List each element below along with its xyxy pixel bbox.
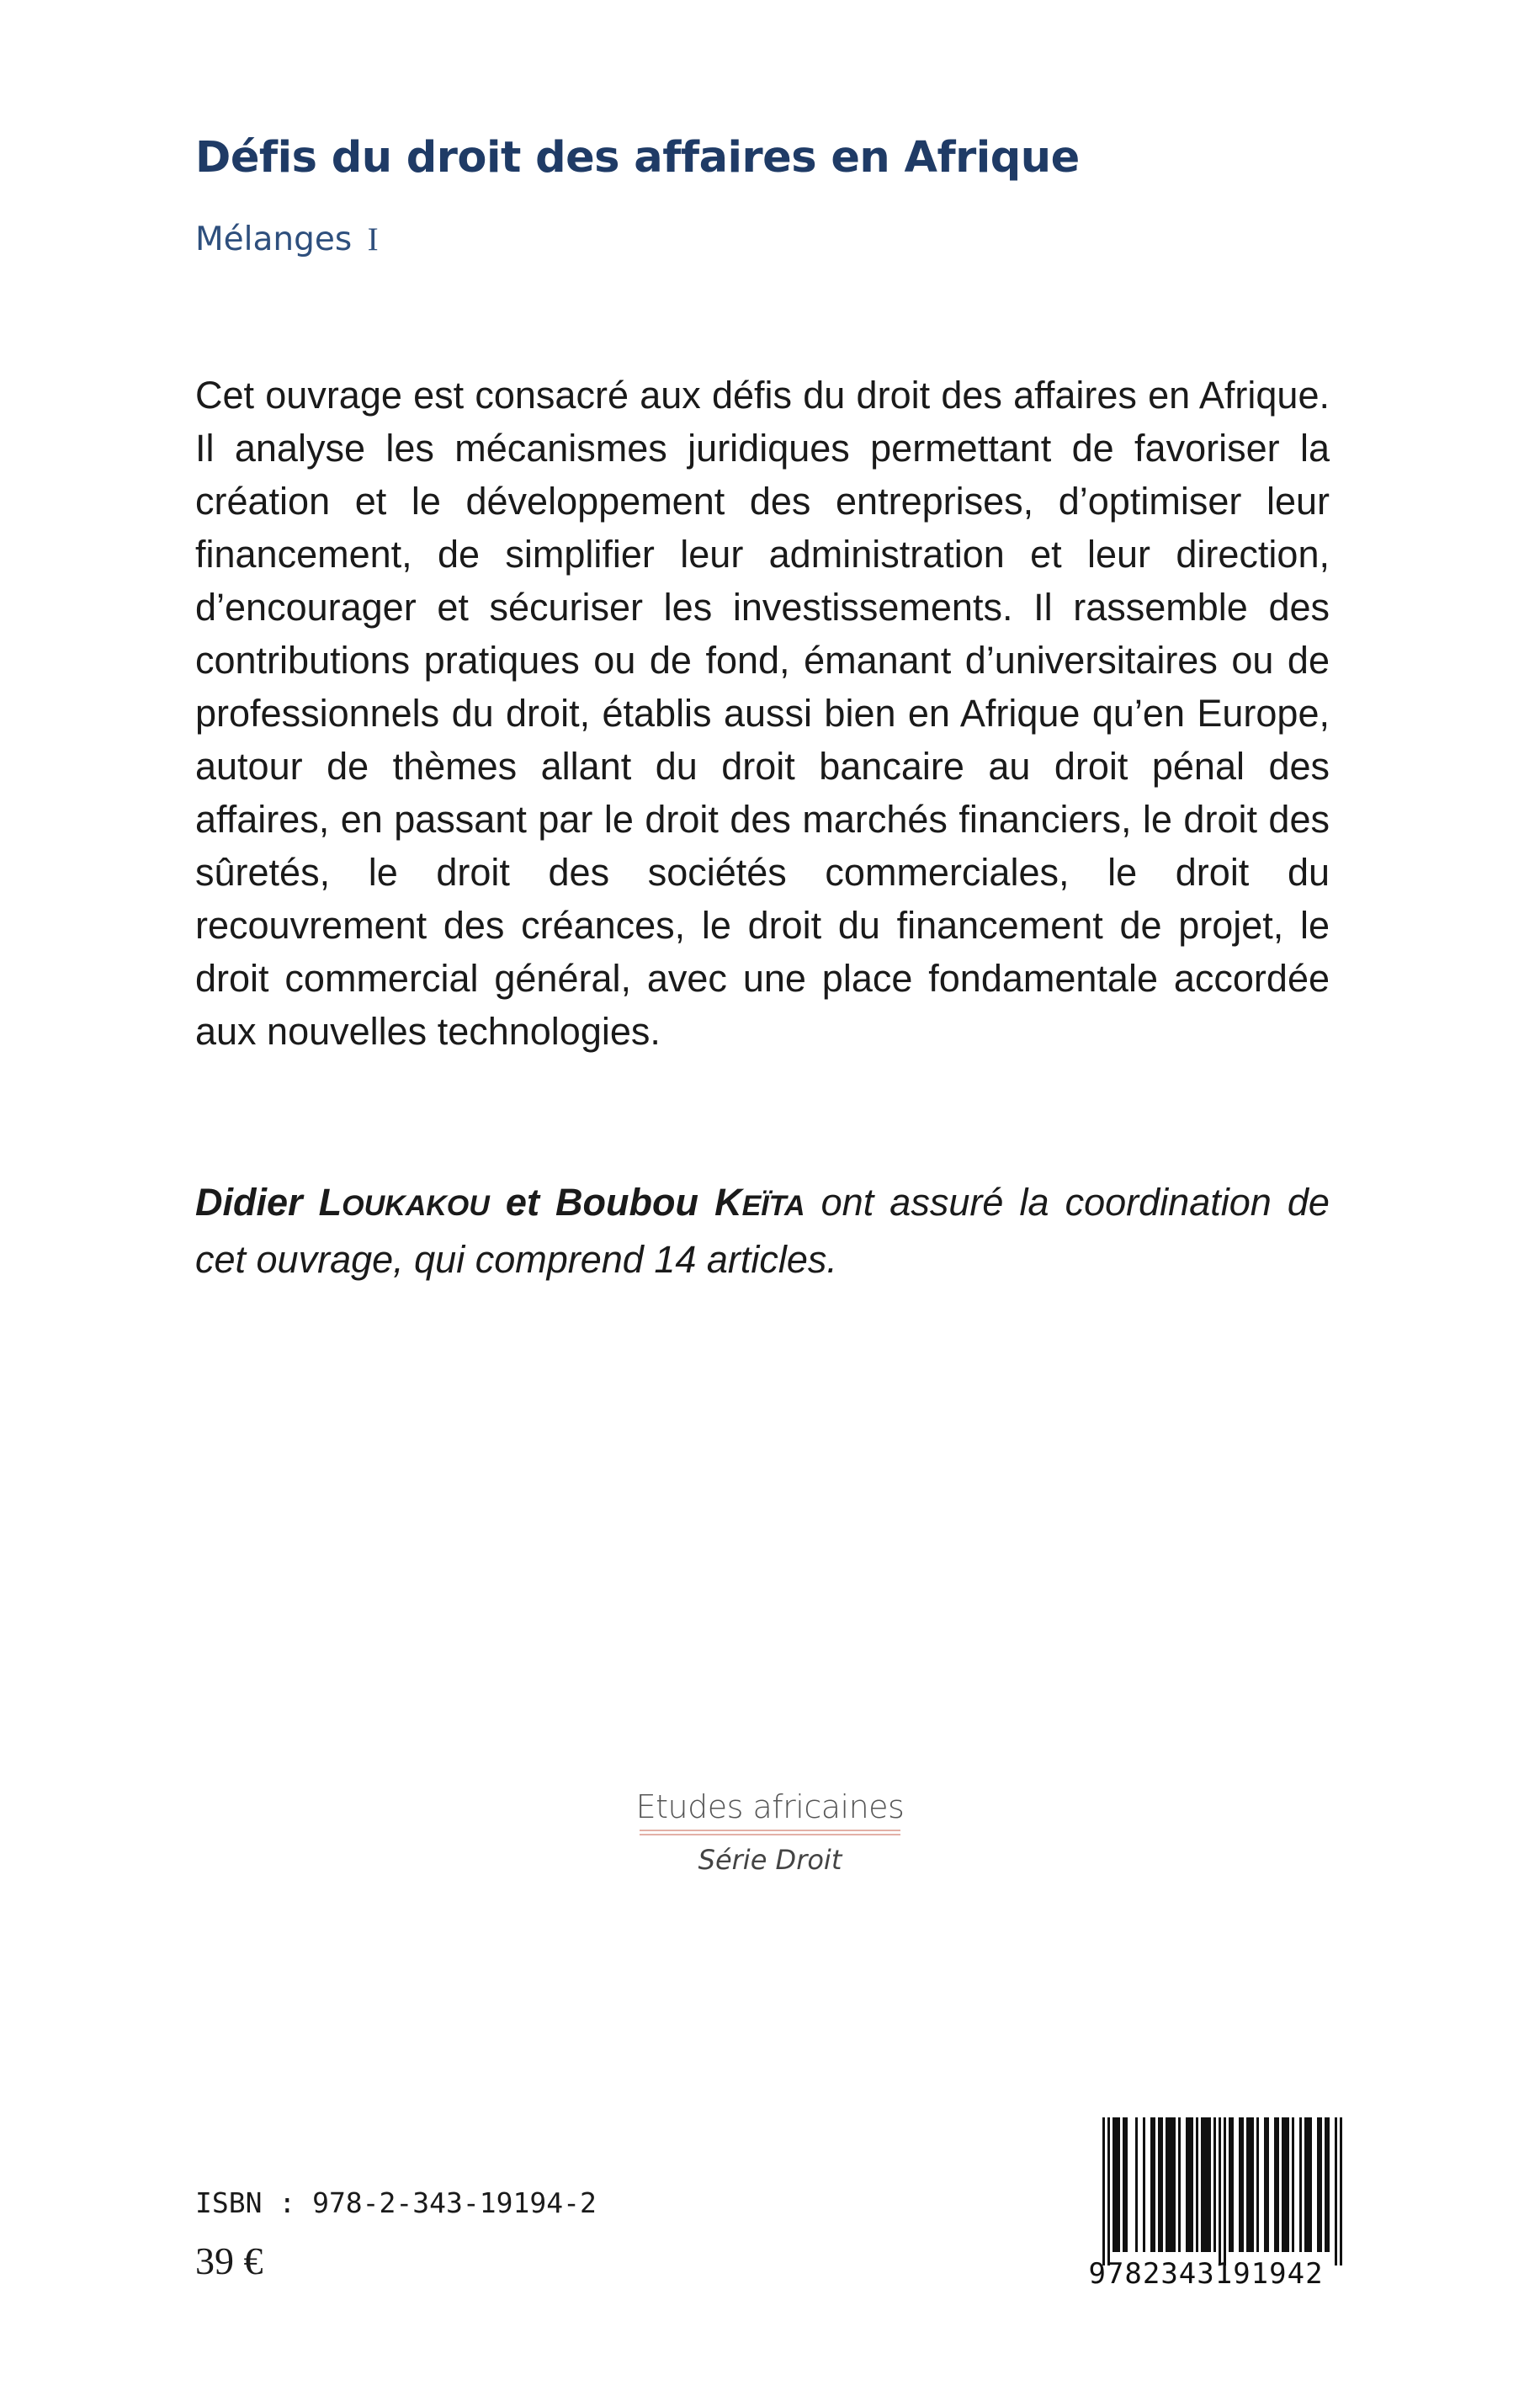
barcode-bar [1203,2117,1206,2252]
barcode-bar [1327,2117,1330,2252]
barcode-number: 9782343191942 [1088,2257,1324,2291]
barcode-bar [1113,2117,1115,2252]
series-rule [640,1830,900,1835]
barcode-bar [1186,2117,1188,2252]
barcode-bar [1246,2117,1249,2252]
barcode-bar [1249,2117,1251,2252]
barcode-bar [1239,2117,1241,2252]
isbn-label: ISBN : 978-2-343-19194-2 [195,2186,597,2219]
barcode-bar [1178,2117,1181,2252]
barcode-bar [1171,2117,1173,2252]
barcode-bar [1231,2117,1234,2252]
barcode-bar [1229,2117,1231,2252]
barcode-bar [1320,2117,1322,2252]
barcode-bar [1284,2117,1287,2252]
barcode-bar [1292,2117,1294,2252]
barcode-bar [1287,2117,1289,2252]
barcode-bar [1307,2117,1309,2252]
barcode-bar [1123,2117,1125,2252]
subtitle-label: Mélanges [195,220,353,258]
coordination-text: ont assuré la coordination de cet ouvrage, qui comprend 14 articles. [195,1181,1330,1281]
barcode-bar [1264,2117,1267,2252]
barcode-bar [1241,2117,1244,2252]
barcode-bar [1150,2117,1153,2252]
barcode-bar [1188,2117,1191,2252]
barcode-bar [1325,2117,1327,2252]
book-subtitle [195,220,379,258]
series-name: Etudes africaines [635,1788,905,1825]
barcode-bar [1309,2117,1312,2252]
barcode-bar [1118,2117,1120,2252]
barcode-bar [1196,2117,1198,2252]
barcode-bar [1135,2117,1138,2252]
barcode-bar [1282,2117,1284,2252]
barcode-bar [1304,2117,1307,2252]
book-title: Défis du droit des affaires en Afrique [195,133,1080,183]
barcode-bar [1340,2117,1342,2265]
barcode-bar [1256,2117,1259,2252]
coordination-note [195,1176,1330,1286]
series-logo [505,1787,1035,1876]
barcode-bar [1299,2117,1302,2252]
price-label: 39 € [195,2239,263,2282]
barcode-bar [1168,2117,1171,2252]
barcode-bar [1166,2117,1168,2252]
summary-text: Cet ouvrage est consacré aux défis du droit des affaires en Afrique. Il analyse les mécanismes juridiques permettant de favoriser la création et le développement des entreprises, d’optimiser leur financement, de simplifier leur administration et leur direction, d’encourager et sécuriser les investissements. Il rassemble des contributions pratiques ou de fond, émanant d’universitaires ou de professionnels du droit, établis aussi bien en Afrique qu’en Europe, autour de thèmes allant du droit bancaire au droit pénal des affaires, en passant par le droit des marchés financiers, le droit des sûretés, le droit des sociétés commerciales, le droit du recouvrement des créances, le droit du financement de projet, le droit commercial général, avec une place fondamentale accordée aux nouvelles technologies. [195,374,1330,1053]
barcode-bar [1219,2117,1221,2265]
barcode-bar [1274,2117,1277,2252]
series-subtitle: Série Droit [698,1844,842,1876]
barcode-bar [1267,2117,1269,2252]
author-1: Didier LOUKAKOU et Boubou KEÏTA [195,1181,805,1224]
barcode-bar [1191,2117,1193,2252]
barcode-bar [1277,2117,1279,2252]
barcode-bar [1213,2117,1216,2252]
barcode-bar [1173,2117,1176,2252]
barcode-bar [1153,2117,1155,2252]
barcode-bar [1208,2117,1211,2252]
barcode-bar [1317,2117,1320,2252]
barcode-bar [1158,2117,1160,2252]
barcode-bar [1160,2117,1163,2252]
barcode-bar [1143,2117,1145,2252]
barcode-bar [1125,2117,1128,2252]
barcode-bar [1224,2117,1226,2265]
barcode-bar [1335,2117,1337,2265]
barcode [1063,2114,1349,2301]
barcode-bar [1102,2117,1105,2265]
barcode-bar [1201,2117,1203,2252]
barcode-bar [1115,2117,1118,2252]
barcode-bar [1107,2117,1110,2265]
volume-number: I [367,221,379,258]
barcode-bar [1251,2117,1254,2252]
barcode-bar [1206,2117,1208,2252]
